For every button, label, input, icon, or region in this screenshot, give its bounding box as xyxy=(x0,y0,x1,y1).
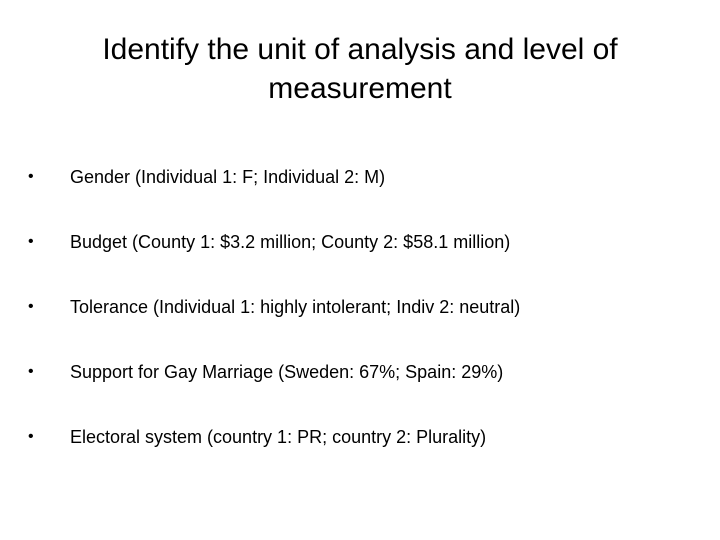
bullet-point-icon: • xyxy=(28,233,34,250)
bullet-text: Tolerance (Individual 1: highly intolerant; Indiv 2: neutral) xyxy=(70,297,521,317)
slide-title xyxy=(40,30,680,108)
bullet-point-icon: • xyxy=(28,428,34,445)
slide-title-line-1: Identify the unit of analysis and level of xyxy=(102,33,618,66)
bullet-text: Budget (County 1: $3.2 million; County 2: $58.1 million) xyxy=(70,232,511,252)
bullet-text: Support for Gay Marriage (Sweden: 67%; Spain: 29%) xyxy=(70,362,504,382)
slide-title-line-2: measurement xyxy=(268,72,452,105)
bullet-point-icon: • xyxy=(28,168,34,185)
bullet-item-tolerance xyxy=(28,292,708,357)
bullet-item-budget xyxy=(28,227,708,292)
bullet-item-gender xyxy=(28,162,708,227)
bullet-text: Electoral system (country 1: PR; country 2: Plurality) xyxy=(70,427,487,447)
bullet-text: Gender (Individual 1: F; Individual 2: M) xyxy=(70,167,386,187)
bullet-item-electoral-system xyxy=(28,422,708,487)
bullet-point-icon: • xyxy=(28,298,34,315)
bullet-point-icon: • xyxy=(28,363,34,380)
bullet-item-gay-marriage-support xyxy=(28,357,708,422)
bullet-list xyxy=(28,162,708,487)
